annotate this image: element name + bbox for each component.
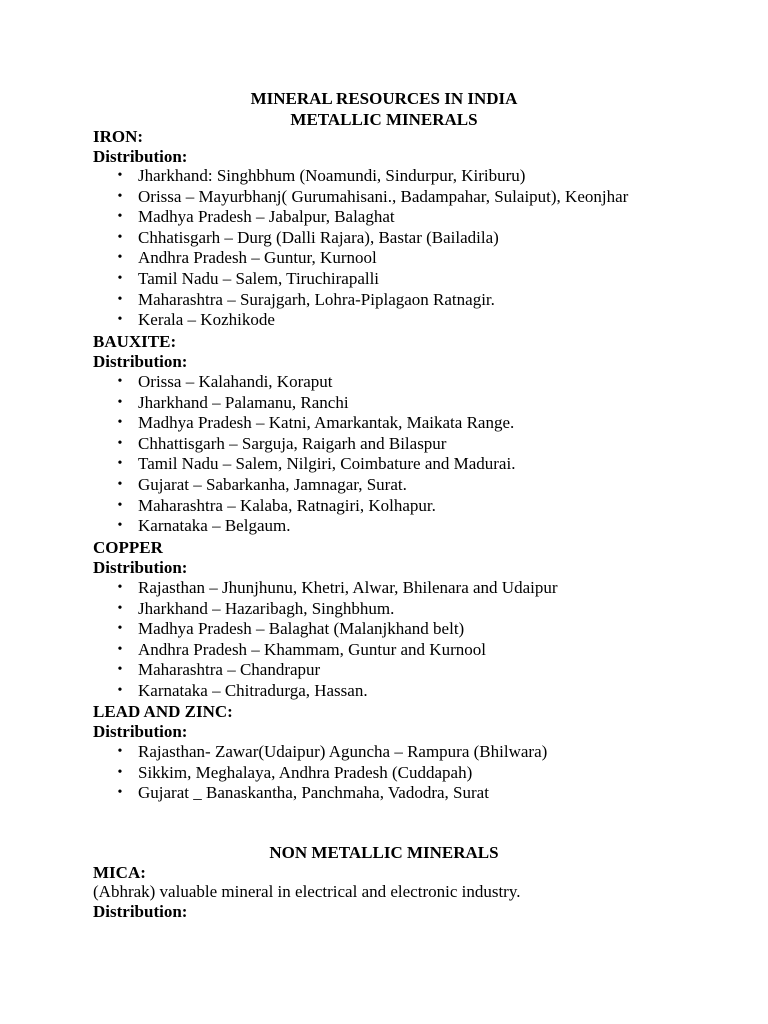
bullet-icon: • <box>117 744 123 759</box>
bullet-icon: • <box>117 497 123 513</box>
list-item <box>0 454 515 475</box>
bullet-icon: • <box>117 188 123 204</box>
list-item <box>0 187 628 208</box>
list-item-text: Rajasthan – Jhunjhunu, Khetri, Alwar, Bhilenara and Udaipur <box>138 578 558 597</box>
mica-heading: MICA: <box>93 863 146 882</box>
list-item <box>0 599 558 620</box>
bullet-icon: • <box>117 250 123 266</box>
metallic-minerals-heading: METALLIC MINERALS <box>290 110 478 129</box>
bullet-icon: • <box>117 312 123 328</box>
bullet-icon: • <box>117 291 123 307</box>
list-item-text: Maharashtra – Chandrapur <box>138 660 321 680</box>
list-item <box>0 228 628 249</box>
bullet-icon: • <box>117 168 123 183</box>
list-item <box>0 516 515 537</box>
list-item <box>0 393 515 414</box>
bullet-icon: • <box>117 209 123 225</box>
list-item <box>0 372 515 393</box>
list-item <box>0 269 628 290</box>
list-item <box>0 681 558 702</box>
list-item-text: Jharkhand – Palamanu, Ranchi <box>138 392 349 412</box>
bullet-icon: • <box>117 229 123 245</box>
lead-zinc-heading: LEAD AND ZINC: <box>93 702 233 721</box>
bullet-icon: • <box>117 764 123 780</box>
list-item-text: Karnataka – Chitradurga, Hassan. <box>138 680 368 700</box>
copper-distribution-label: Distribution: <box>93 558 188 577</box>
list-item <box>0 640 558 661</box>
list-item-text: Madhya Pradesh – Katni, Amarkantak, Maikata Range. <box>138 413 515 433</box>
list-item-text: Rajasthan- Zawar(Udaipur) Aguncha – Rampura (Bhilwara) <box>138 742 548 761</box>
list-item <box>0 742 547 763</box>
bullet-icon: • <box>117 456 123 472</box>
list-item <box>0 619 558 640</box>
list-item <box>0 290 628 311</box>
list-item <box>0 434 515 455</box>
bullet-icon: • <box>117 682 123 698</box>
iron-heading: IRON: <box>93 127 144 146</box>
list-item <box>0 207 628 228</box>
list-item <box>0 660 558 681</box>
list-item-text: Maharashtra – Kalaba, Ratnagiri, Kolhapur. <box>138 495 436 515</box>
list-item-text: Sikkim, Meghalaya, Andhra Pradesh (Cuddapah) <box>138 762 473 782</box>
list-item-text: Orissa – Kalahandi, Koraput <box>138 372 333 391</box>
list-item-text: Madhya Pradesh – Balaghat (Malanjkhand belt) <box>138 619 465 639</box>
bullet-icon: • <box>117 415 123 431</box>
list-item-text: Madhya Pradesh – Jabalpur, Balaghat <box>138 207 395 227</box>
list-item-text: Andhra Pradesh – Khammam, Guntur and Kurnool <box>138 639 486 659</box>
list-item-text: Jharkhand: Singhbhum (Noamundi, Sindurpur, Kiriburu) <box>138 166 526 185</box>
bullet-icon: • <box>117 374 123 389</box>
list-item <box>0 496 515 517</box>
bullet-icon: • <box>117 641 123 657</box>
iron-distribution-list <box>0 166 628 331</box>
bauxite-distribution-list <box>0 372 515 537</box>
list-item-text: Chhattisgarh – Sarguja, Raigarh and Bilaspur <box>138 433 447 453</box>
bullet-icon: • <box>117 785 123 801</box>
list-item <box>0 783 547 804</box>
document-title: MINERAL RESOURCES IN INDIA <box>250 89 518 108</box>
list-item-text: Karnataka – Belgaum. <box>138 516 291 536</box>
bullet-icon: • <box>117 518 123 534</box>
list-item-text: Kerala – Kozhikode <box>138 310 275 330</box>
list-item <box>0 763 547 784</box>
bullet-icon: • <box>117 600 123 616</box>
bullet-icon: • <box>117 476 123 492</box>
list-item-text: Tamil Nadu – Salem, Nilgiri, Coimbature and Madurai. <box>138 454 516 474</box>
bullet-icon: • <box>117 270 123 286</box>
bullet-icon: • <box>117 621 123 637</box>
list-item <box>0 248 628 269</box>
list-item <box>0 310 628 331</box>
list-item-text: Gujarat – Sabarkanha, Jamnagar, Surat. <box>138 474 407 494</box>
bullet-icon: • <box>117 394 123 410</box>
copper-distribution-list <box>0 578 558 702</box>
lead-zinc-distribution-label: Distribution: <box>93 722 188 741</box>
list-item-text: Chhatisgarh – Durg (Dalli Rajara), Bastar (Bailadila) <box>138 227 499 247</box>
list-item-text: Maharashtra – Surajgarh, Lohra-Piplagaon Ratnagir. <box>138 289 495 309</box>
bullet-icon: • <box>117 580 123 595</box>
bullet-icon: • <box>117 662 123 678</box>
copper-heading: COPPER <box>93 538 163 557</box>
bauxite-heading: BAUXITE: <box>93 332 177 351</box>
list-item-text: Gujarat _ Banaskantha, Panchmaha, Vadodra, Surat <box>138 783 489 803</box>
bauxite-distribution-label: Distribution: <box>93 352 188 371</box>
list-item <box>0 166 628 187</box>
list-item <box>0 413 515 434</box>
list-item <box>0 578 558 599</box>
mica-description: (Abhrak) valuable mineral in electrical and electronic industry. <box>93 882 521 901</box>
list-item-text: Andhra Pradesh – Guntur, Kurnool <box>138 248 377 268</box>
list-item-text: Orissa – Mayurbhanj( Gurumahisani., Badampahar, Sulaiput), Keonjhar <box>138 186 629 206</box>
bullet-icon: • <box>117 435 123 451</box>
list-item <box>0 475 515 496</box>
iron-distribution-label: Distribution: <box>93 147 188 166</box>
lead-zinc-distribution-list <box>0 742 547 804</box>
mica-distribution-label: Distribution: <box>93 902 188 921</box>
list-item-text: Tamil Nadu – Salem, Tiruchirapalli <box>138 268 380 288</box>
list-item-text: Jharkhand – Hazaribagh, Singhbhum. <box>138 598 395 618</box>
non-metallic-minerals-heading: NON METALLIC MINERALS <box>269 843 499 862</box>
